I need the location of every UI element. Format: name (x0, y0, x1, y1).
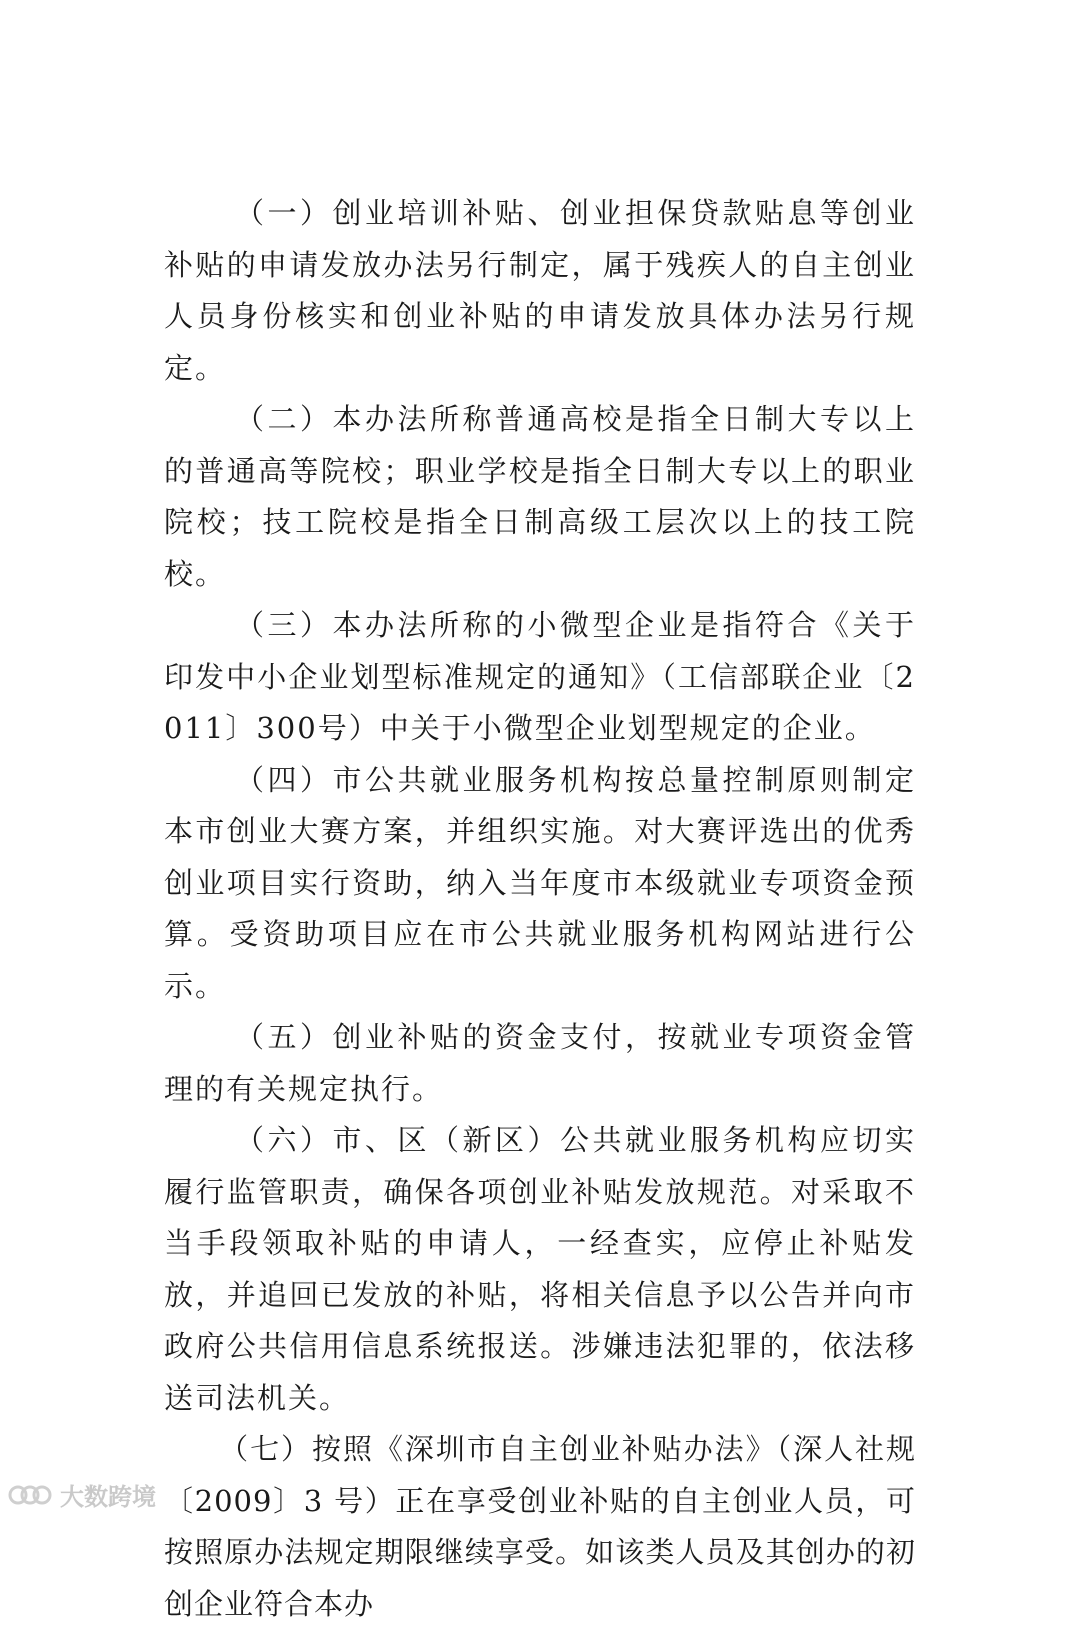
document-body (164, 188, 916, 1630)
paragraph-4: （四）市公共就业服务机构按总量控制原则制定本市创业大赛方案，并组织实施。对大赛评选出的优秀创业项目实行资助，纳入当年度市本级就业专项资金预算。受资助项目应在市公共就业服务机构网站进行公示。 (164, 762, 916, 1003)
watermark-text: 大数跨境 (60, 1483, 156, 1511)
watermark (8, 1477, 156, 1512)
paragraph-6: （六）市、区（新区）公共就业服务机构应切实履行监管职责，确保各项创业补贴发放规范。对采取不当手段领取补贴的申请人，一经查实，应停止补贴发放，并追回已发放的补贴，将相关信息予以公告并向市政府公共信用信息系统报送。涉嫌违法犯罪的，依法移送司法机关。 (164, 1123, 916, 1415)
paragraph-1: （一）创业培训补贴、创业担保贷款贴息等创业补贴的申请发放办法另行制定，属于残疾人的自主创业人员身份核实和创业补贴的申请发放具体办法另行规定。 (164, 196, 916, 385)
paragraph-7: （七）按照《深圳市自主创业补贴办法》（深人社规〔2009〕3 号）正在享受创业补贴的自主创业人员，可按照原办法规定期限继续享受。如该类人员及其创办的初创企业符合本办 (164, 1432, 916, 1621)
paragraph-3: （三）本办法所称的小微型企业是指符合《关于印发中小企业划型标准规定的通知》（工信部联企业〔2011〕300号）中关于小微型企业划型规定的企业。 (164, 608, 916, 745)
paragraph-5: （五）创业补贴的资金支付，按就业专项资金管理的有关规定执行。 (164, 1020, 916, 1106)
brand-logo-icon (8, 1482, 54, 1508)
paragraph-2: （二）本办法所称普通高校是指全日制大专以上的普通高等院校；职业学校是指全日制大专以上的职业院校；技工院校是指全日制高级工层次以上的技工院校。 (164, 402, 916, 591)
